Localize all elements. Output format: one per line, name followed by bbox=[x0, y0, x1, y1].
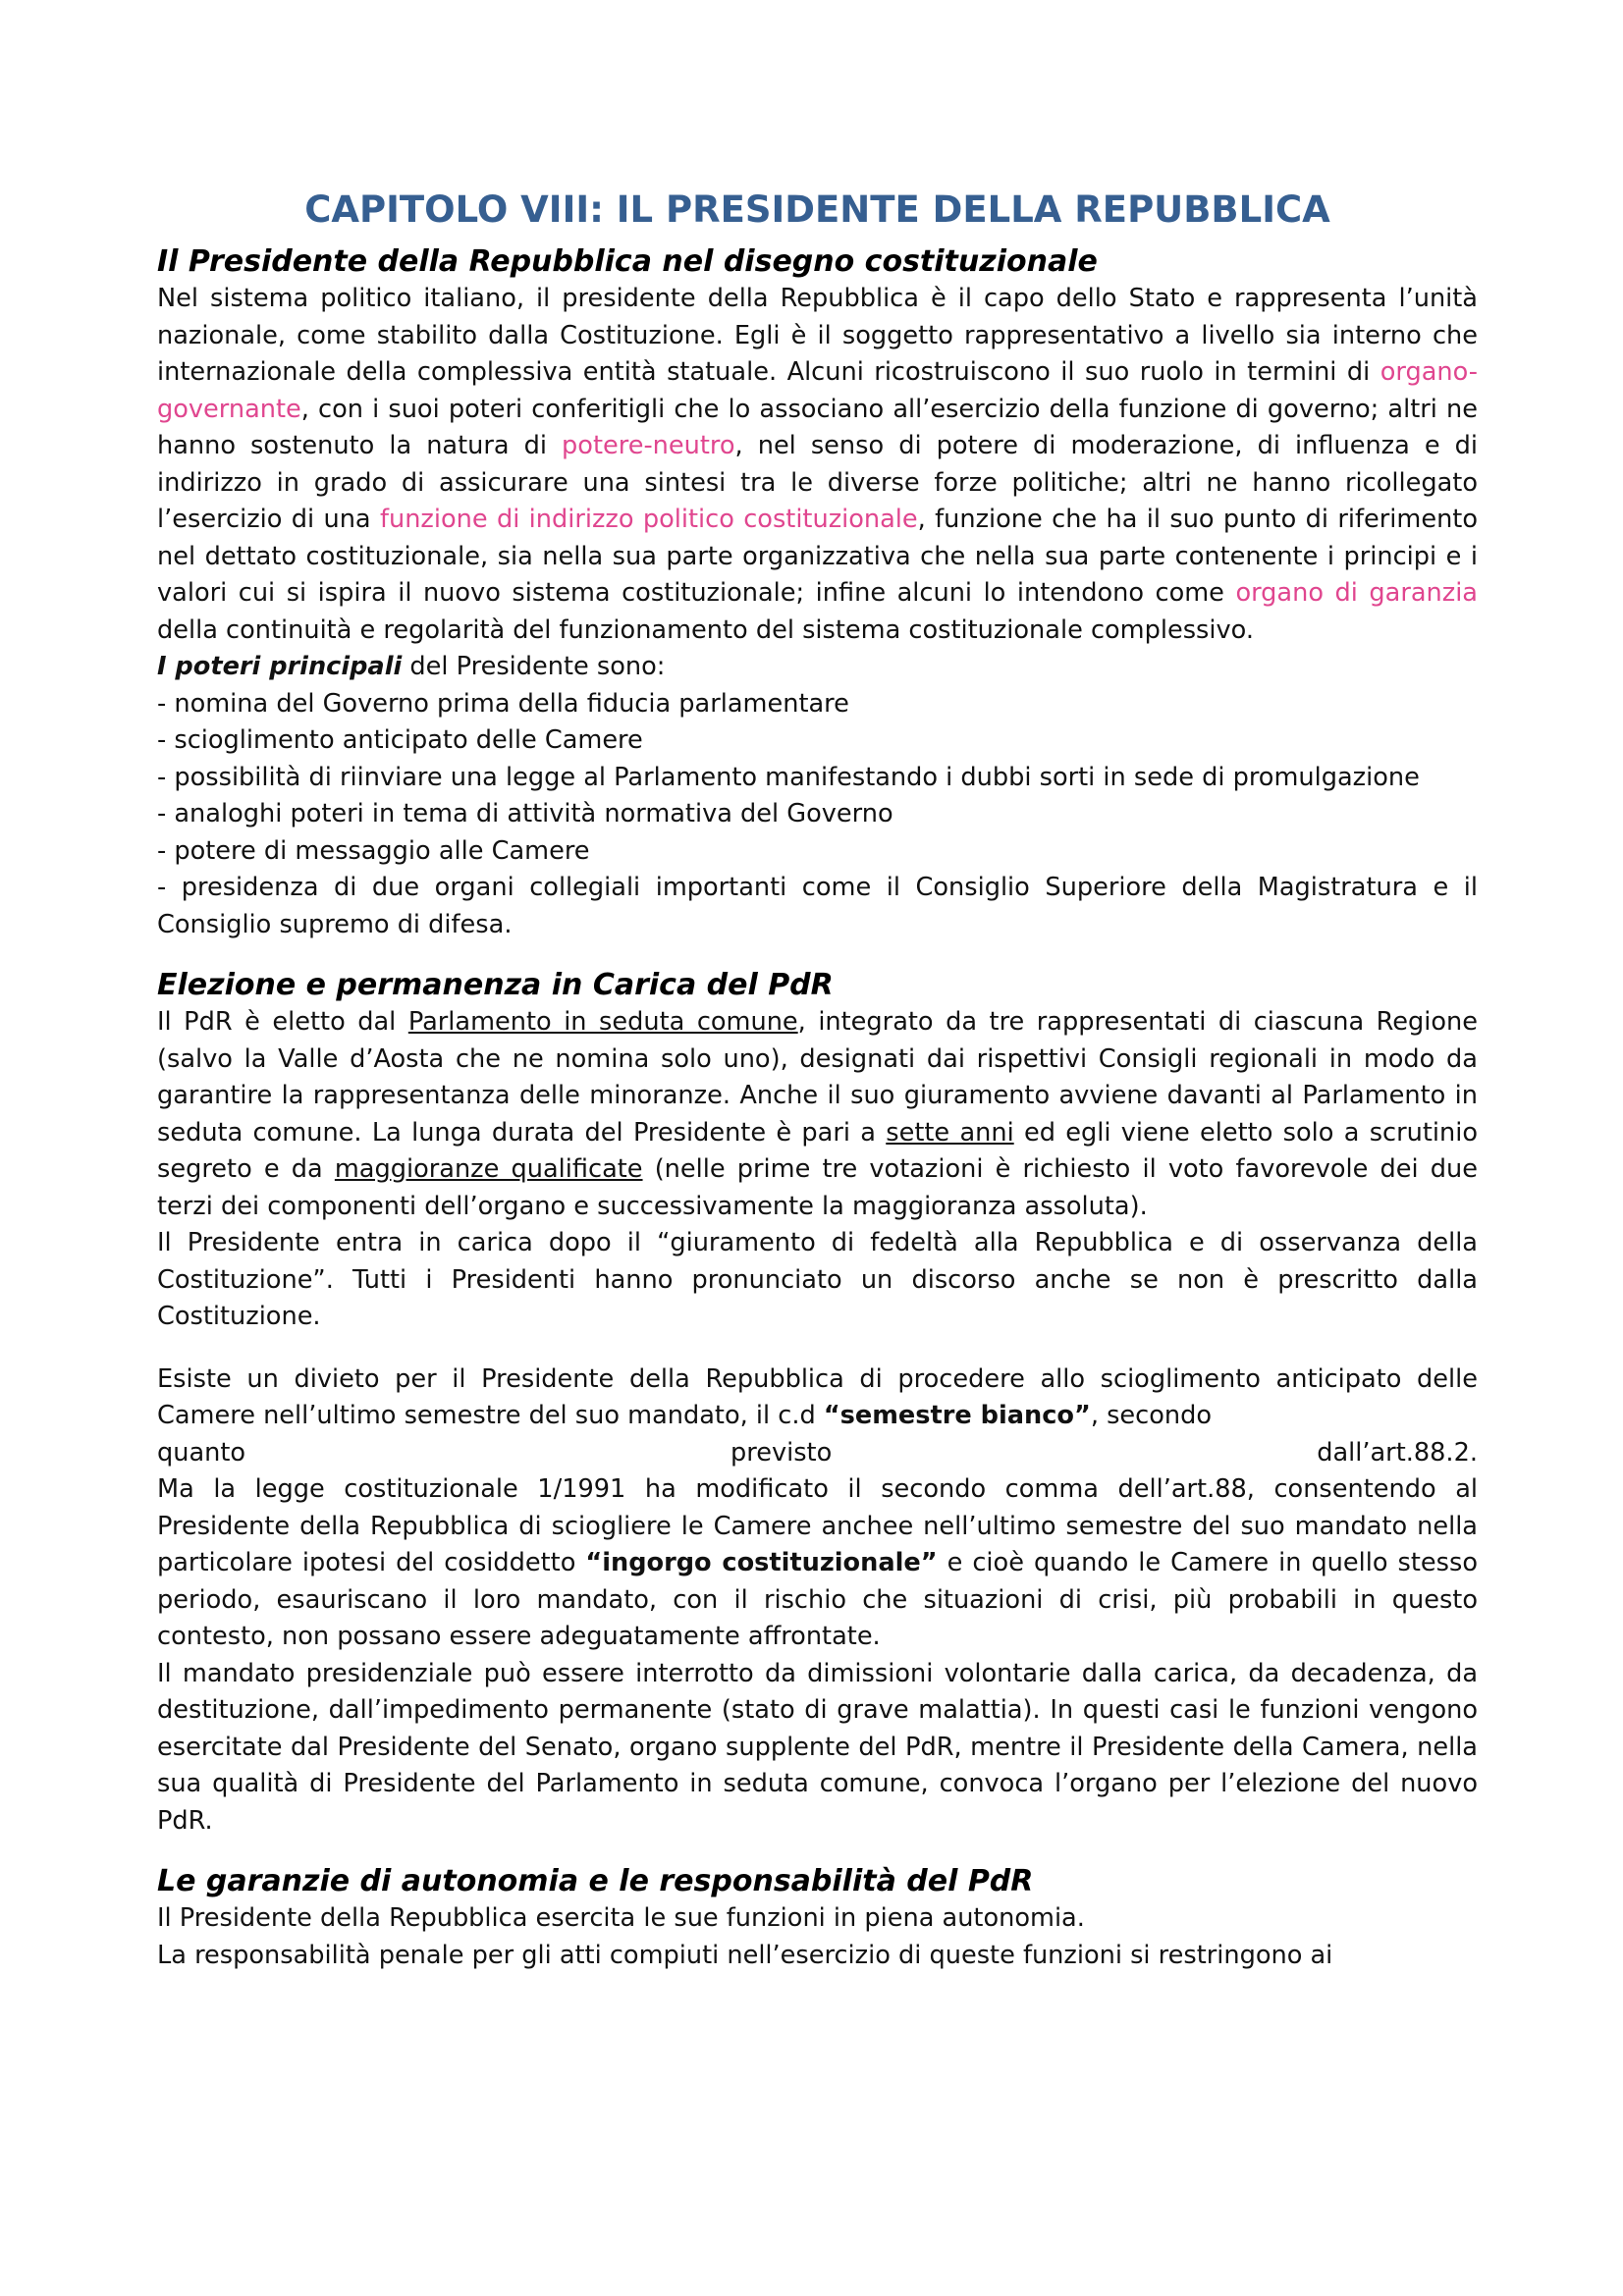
powers-intro-bold: I poteri principali bbox=[157, 652, 403, 681]
highlight-organo-garanzia: organo di garanzia bbox=[1235, 578, 1478, 608]
text-run: Nel sistema politico italiano, il presidente della Repubblica è il capo dello Stato e rappresenta l’unità nazionale, come stabilito dalla Costituzione. Egli è il soggetto rappresentativo a livello sia interno che internazionale della complessiva entità statuale. Alcuni ricostruiscono il suo ruolo in termini di bbox=[157, 284, 1478, 387]
powers-intro-rest: del Presidente sono: bbox=[402, 652, 666, 681]
spacer bbox=[157, 1336, 1478, 1362]
paragraph-intro bbox=[157, 281, 1478, 649]
text-run: Ma la legge costituzionale 1/1991 ha modificato il secondo comma dell’art.88, consentendo al Presidente della Repubblica di sciogliere le Camere anchee nell’ultimo semestre del suo mandato nella particolare ipotesi del cosiddetto bbox=[157, 1474, 1478, 1577]
document-page bbox=[157, 187, 1478, 1974]
text-run: , con i suoi poteri conferitigli che lo associano all’esercizio della funzione di governo; altri ne hanno sostenuto la natura di bbox=[157, 394, 1478, 460]
highlight-potere-neutro: potere-neutro bbox=[562, 431, 735, 460]
paragraph-giuramento: Il Presidente entra in carica dopo il “giuramento di fedeltà alla Repubblica e di osservanza della Costituzione”. Tutti i Presidenti hanno pronunciato un discorso anche se non è prescritto dalla Costituzione. bbox=[157, 1228, 1478, 1331]
list-item: - scioglimento anticipato delle Camere bbox=[157, 725, 643, 755]
list-item: - potere di messaggio alle Camere bbox=[157, 835, 590, 866]
text-run: e cioè quando le Camere in quello stesso periodo, esauriscano il loro mandato, con il rischio che situazioni di crisi, più probabili in questo contesto, non possano essere adeguatamente affrontate. bbox=[157, 1548, 1478, 1651]
section-heading-disegno: Il Presidente della Repubblica nel disegno costituzionale bbox=[157, 244, 1098, 279]
text-run: , nel senso di potere di moderazione, di influenza e di indirizzo in grado di assicurare una sintesi tra le diverse forze politiche; altri ne hanno ricollegato l’esercizio di una bbox=[157, 431, 1478, 534]
paragraph-elezione bbox=[157, 1004, 1478, 1225]
underline-maggioranze: maggioranze qualificate bbox=[334, 1154, 643, 1184]
list-item: - analoghi poteri in tema di attività normativa del Governo bbox=[157, 799, 893, 828]
powers-intro bbox=[157, 649, 1478, 686]
list-item: - presidenza di due organi collegiali importanti come il Consiglio Superiore della Magistratura e il Consiglio supremo di difesa. bbox=[157, 873, 1478, 939]
paragraph-semestre bbox=[157, 1362, 1478, 1435]
text-run: Il PdR è eletto dal bbox=[157, 1007, 408, 1037]
section-heading-garanzie: Le garanzie di autonomia e le responsabilità del PdR bbox=[157, 1864, 1034, 1898]
underline-sette-anni: sette anni bbox=[886, 1117, 1014, 1148]
bold-semestre-bianco: “semestre bianco” bbox=[823, 1401, 1091, 1430]
underline-parlamento: Parlamento in seduta comune bbox=[407, 1007, 798, 1037]
text-run: previsto bbox=[730, 1437, 833, 1468]
text-run: , secondo bbox=[1090, 1401, 1213, 1430]
text-run: ed egli viene eletto solo a scrutinio segreto e da bbox=[157, 1117, 1478, 1184]
text-run: , integrato da tre rappresentati di ciascuna Regione (salvo la Valle d’Aosta che ne nomina solo uno), designati dai rispettivi Consigli regionali in modo da garantire la rappresentanza delle minoranze. Anche il suo giuramento avviene davanti al Parlamento in seduta comune. La lunga durata del Presidente è pari a bbox=[157, 1007, 1479, 1148]
text-run: Esiste un divieto per il Presidente della Repubblica di procedere allo scioglimento anticipato delle Camere nell’ultimo semestre del suo mandato, il c.d bbox=[157, 1363, 1478, 1430]
paragraph-responsabilita: La responsabilità penale per gli atti compiuti nell’esercizio di queste funzioni si restringono ai bbox=[157, 1940, 1333, 1970]
text-run: , funzione che ha il suo punto di riferimento nel dettato costituzionale, sia nella sua parte organizzativa che nella sua parte contenente i principi e i valori cui si ispira il nuovo sistema costituzionale; infine alcuni lo intendono come bbox=[157, 505, 1478, 608]
chapter-title: CAPITOLO VIII: IL PRESIDENTE DELLA REPUBBLICA bbox=[304, 188, 1330, 231]
text-run: dall’art.88.2. bbox=[1317, 1437, 1478, 1468]
text-run: quanto bbox=[157, 1437, 246, 1468]
list-item: - nomina del Governo prima della fiducia parlamentare bbox=[157, 688, 849, 719]
list-item: - possibilità di riinviare una legge al Parlamento manifestando i dubbi sorti in sede di promulgazione bbox=[157, 762, 1420, 792]
highlight-funzione-indirizzo: funzione di indirizzo politico costituzionale bbox=[379, 505, 918, 534]
highlight-organo-governante: organo-governante bbox=[157, 357, 1478, 424]
bold-ingorgo: “ingorgo costituzionale” bbox=[585, 1548, 938, 1577]
paragraph-ingorgo bbox=[157, 1471, 1478, 1656]
paragraph-autonomia: Il Presidente della Repubblica esercita le sue funzioni in piena autonomia. bbox=[157, 1903, 1085, 1933]
justified-line bbox=[157, 1435, 1478, 1472]
section-heading-elezione: Elezione e permanenza in Carica del PdR bbox=[157, 968, 834, 1002]
text-run: della continuità e regolarità del funzionamento del sistema costituzionale complessivo. bbox=[157, 614, 1254, 645]
text-run: (nelle prime tre votazioni è richiesto il voto favorevole dei due terzi dei componenti dell’organo e successivamente la maggioranza assoluta). bbox=[157, 1154, 1478, 1221]
paragraph-mandato: Il mandato presidenziale può essere interrotto da dimissioni volontarie dalla carica, da decadenza, da destituzione, dall’impedimento permanente (stato di grave malattia). In questi casi le funzioni vengono esercitate dal Presidente del Senato, organo supplente del PdR, mentre il Presidente della Camera, nella sua qualità di Presidente del Parlamento in seduta comune, convoca l’organo per l’elezione del nuovo PdR. bbox=[157, 1658, 1478, 1836]
